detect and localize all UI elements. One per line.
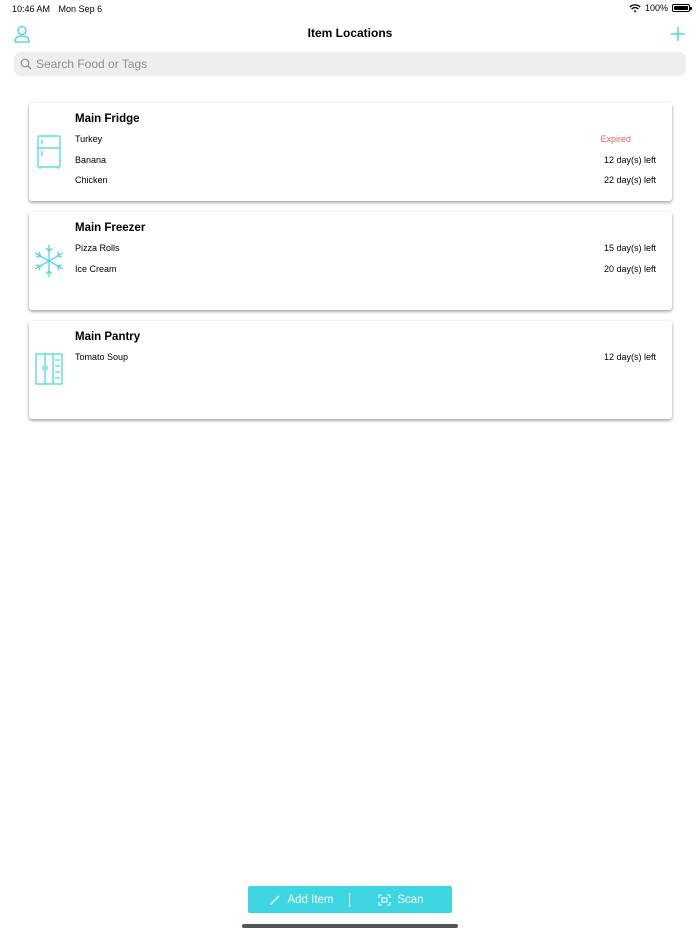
wifi-icon	[629, 4, 641, 13]
scan-label: Scan	[397, 893, 424, 906]
search-bar[interactable]	[14, 52, 686, 76]
food-item-row[interactable]	[75, 175, 656, 196]
page-title: Item Locations	[307, 26, 393, 40]
food-item-name: Turkey	[75, 134, 103, 144]
search-input[interactable]	[36, 57, 636, 71]
location-list	[29, 103, 672, 430]
food-item-name: Tomato Soup	[75, 352, 129, 362]
pencil-icon	[269, 894, 281, 906]
add-item-button[interactable]	[248, 886, 349, 913]
scan-button[interactable]	[350, 886, 452, 913]
search-icon	[20, 58, 32, 70]
food-item-row[interactable]	[75, 243, 656, 264]
fridge-icon	[33, 133, 65, 171]
location-card-main-fridge[interactable]	[29, 103, 672, 201]
nav-bar	[0, 20, 700, 48]
status-date: Mon Sep 6	[58, 4, 103, 14]
food-item-row[interactable]	[75, 352, 656, 373]
status-time: 10:46 AM	[12, 4, 51, 14]
food-item-name: Ice Cream	[75, 263, 117, 274]
plus-icon[interactable]	[668, 24, 688, 44]
location-name: Main Pantry	[75, 331, 141, 343]
status-bar	[0, 0, 700, 18]
scan-icon	[378, 894, 391, 906]
food-item-status: 22 day(s) left	[603, 175, 656, 185]
food-item-status: 12 day(s) left	[603, 352, 656, 362]
food-item-name: Banana	[75, 154, 107, 165]
home-indicator	[242, 924, 458, 928]
add-item-label: Add Item	[287, 893, 334, 906]
snowflake-icon	[33, 242, 65, 280]
battery-icon	[672, 4, 690, 12]
food-item-status: Expired	[600, 134, 631, 144]
location-card-main-freezer[interactable]	[29, 212, 672, 310]
location-name: Main Freezer	[75, 222, 146, 234]
food-item-name: Pizza Rolls	[75, 243, 120, 253]
food-item-status: 12 day(s) left	[603, 154, 656, 165]
food-item-row[interactable]	[75, 264, 656, 285]
food-item-status: 15 day(s) left	[603, 243, 656, 253]
pantry-icon	[33, 351, 65, 389]
location-card-main-pantry[interactable]	[29, 321, 672, 419]
food-item-row[interactable]	[75, 134, 656, 155]
bottom-toolbar	[248, 886, 452, 913]
location-name: Main Fridge	[75, 113, 140, 125]
food-item-status: 20 day(s) left	[603, 263, 656, 274]
food-item-row[interactable]	[75, 155, 656, 176]
food-item-name: Chicken	[75, 175, 108, 185]
battery-percent: 100%	[644, 3, 668, 13]
